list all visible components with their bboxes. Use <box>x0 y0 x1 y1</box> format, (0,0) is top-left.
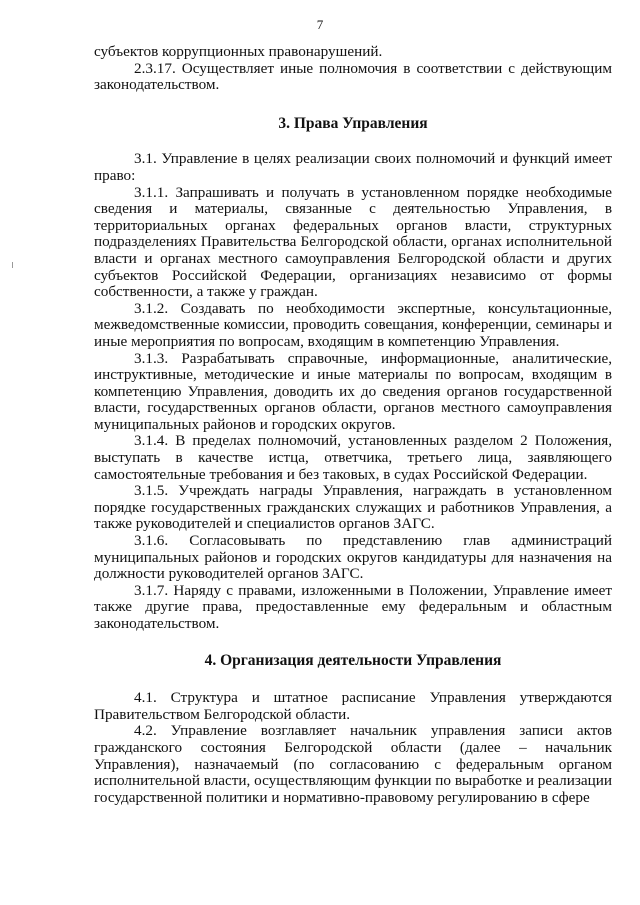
section-3-heading: 3. Права Управления <box>278 114 428 132</box>
paragraph-continuation: субъектов коррупционных правонарушений. <box>94 43 383 60</box>
paragraph-4-1: 4.1. Структура и штатное расписание Управления утверждаются Правительством Белгородской области. <box>94 689 612 723</box>
page-number: 7 <box>316 17 324 32</box>
paragraph-3-1-3: 3.1.3. Разрабатывать справочные, информационные, аналитические, инструктивные, методические и иные материалы по вопросам, входящим в компетенцию Управления, доводить их до сведения органов государственной власти, государственных органов области, органов местного самоуправления муниципальных районов и городских округов. <box>94 349 612 433</box>
paragraph-3-1-5: 3.1.5. Учреждать награды Управления, награждать в установленном порядке государственных гражданских служащих и работников Управления, а также руководителей и специалистов органов ЗАГС. <box>94 482 612 533</box>
paragraph-3-1-4: 3.1.4. В пределах полномочий, установленных разделом 2 Положения, выступать в качестве истца, ответчика, третьего лица, заявляющего самостоятельные требования и без таковых, в судах Российской Федерации. <box>94 432 612 483</box>
paragraph-4-2: 4.2. Управление возглавляет начальник управления записи актов гражданского состояния Белгородской области (далее – начальник Управления), назначаемый (по согласованию с федеральным органом исполнительной власти, осуществляющим функции по выработке и реализации государственной политики и нормативно-правовому регулированию в сфере <box>94 722 612 806</box>
paragraph-3-1-1: 3.1.1. Запрашивать и получать в установленном порядке необходимые сведения и материалы, связанные с деятельностью Управления, в территориальных органах федеральных органов власти, структурных подразделениях Правительства Белгородской области, органах исполнительной власти и органах местного самоуправления Белгородской области и других субъектов Российской Федерации, организациях независимо от формы собственности, а также у граждан. <box>94 183 612 301</box>
paragraph-3-1-6: 3.1.6. Согласовывать по представлению глав администраций муниципальных районов и городских округов кандидатуры для назначения на должности руководителей органов ЗАГС. <box>94 532 612 583</box>
paragraph-2-3-17: 2.3.17. Осуществляет иные полномочия в соответствии с действующим законодательством. <box>94 59 612 94</box>
document-body <box>94 44 612 806</box>
paragraph-3-1-2: 3.1.2. Создавать по необходимости экспертные, консультационные, межведомственные комиссии, проводить совещания, конференции, семинары и иные мероприятия по вопросам, входящим в компетенцию Управления. <box>94 299 612 350</box>
paragraph-3-1-7: 3.1.7. Наряду с правами, изложенными в Положении, Управление имеет также другие права, предоставленные ему федеральным и областным законодательством. <box>94 581 612 632</box>
margin-mark <box>12 262 15 268</box>
section-4-heading: 4. Организация деятельности Управления <box>204 651 502 669</box>
paragraph-3-1: 3.1. Управление в целях реализации своих полномочий и функций имеет право: <box>94 150 612 184</box>
